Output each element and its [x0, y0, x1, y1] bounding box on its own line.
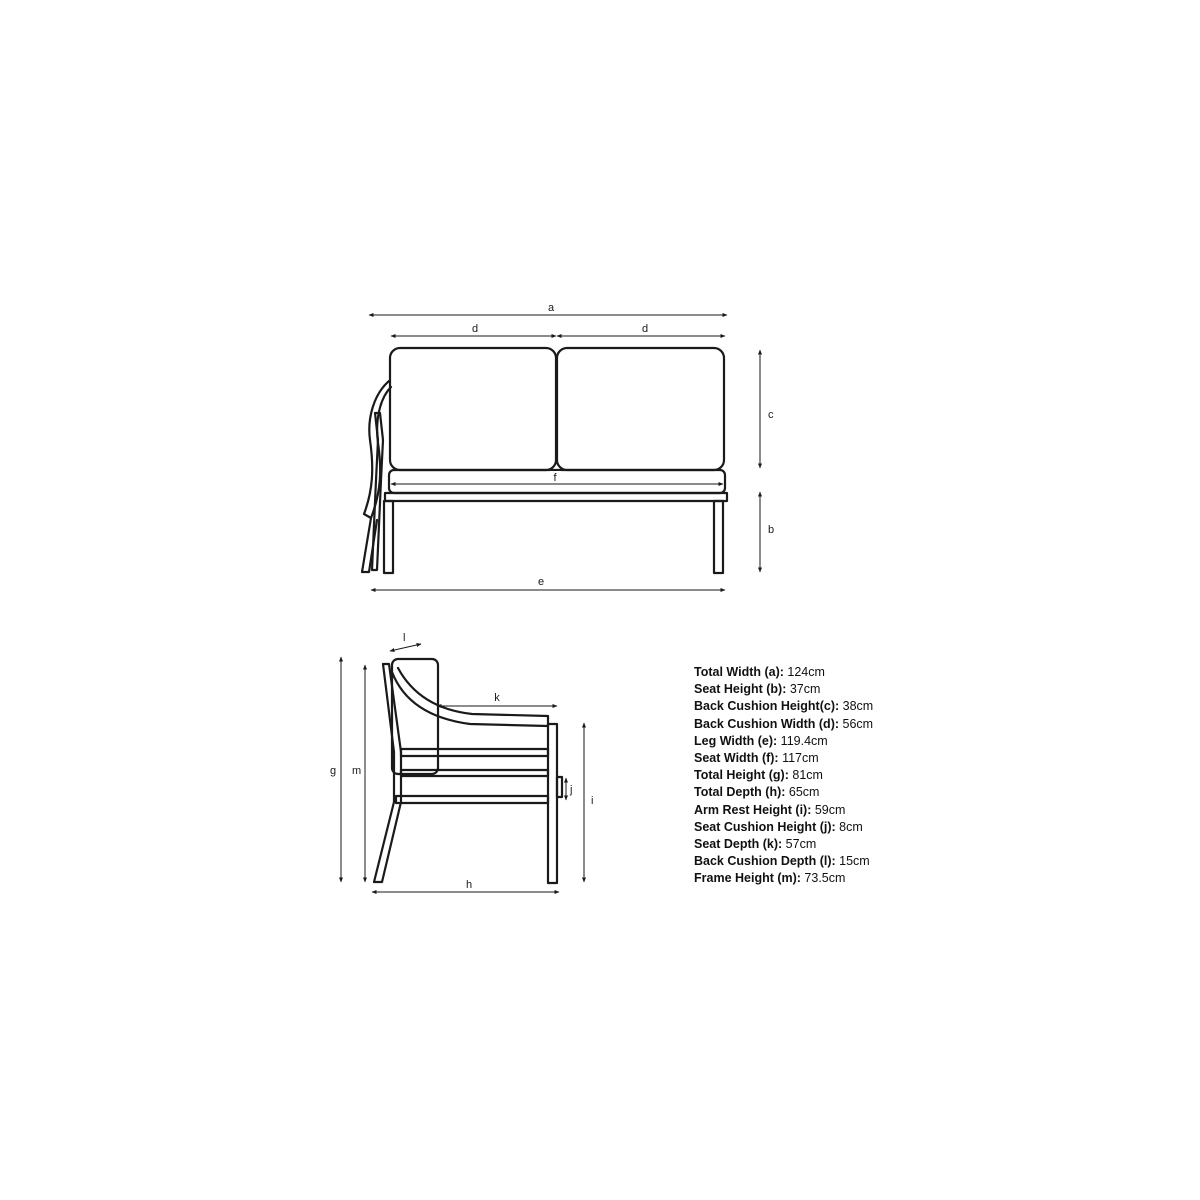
spec-label: Seat Depth (k): — [694, 837, 783, 852]
spec-seat-height — [694, 681, 873, 698]
spec-leg-width — [694, 733, 873, 750]
spec-label: Frame Height (m): — [694, 871, 801, 886]
dim-label-d-right: d — [641, 323, 649, 335]
dim-label-a: a — [547, 302, 555, 314]
side-view — [330, 632, 593, 892]
spec-arm-rest-height — [694, 802, 873, 819]
side-seat-cushion-end — [557, 777, 562, 797]
spec-seat-cushion-height — [694, 819, 873, 836]
front-leg-left — [384, 501, 393, 573]
dim-label-c: c — [768, 409, 774, 421]
front-view — [362, 302, 774, 590]
spec-value: 37cm — [786, 682, 821, 697]
side-front-post — [548, 724, 557, 883]
spec-label: Seat Cushion Height (j): — [694, 819, 836, 834]
spec-value: 65cm — [785, 785, 820, 800]
dim-label-k: k — [494, 692, 500, 704]
spec-seat-width — [694, 750, 873, 767]
spec-back-cushion-depth — [694, 853, 873, 870]
spec-label: Total Width (a): — [694, 665, 784, 679]
spec-value: 57cm — [782, 837, 817, 852]
dim-label-l: l — [403, 632, 406, 644]
spec-label: Arm Rest Height (i): — [694, 802, 812, 817]
spec-seat-depth — [694, 836, 873, 853]
dim-label-h: h — [465, 879, 473, 891]
dim-label-i: i — [591, 795, 594, 807]
dim-label-j: j — [570, 784, 573, 796]
spec-value: 117cm — [778, 751, 819, 766]
spec-label: Back Cushion Height(c): — [694, 699, 840, 714]
front-leg-right — [714, 501, 723, 573]
spec-back-cushion-height — [694, 698, 873, 715]
spec-value: 56cm — [839, 716, 874, 731]
dim-label-m: m — [352, 765, 362, 777]
dim-label-g: g — [330, 765, 337, 777]
dim-label-e: e — [537, 576, 545, 588]
spec-value: 73.5cm — [800, 871, 846, 886]
side-arm — [392, 668, 548, 726]
spec-value: 124cm — [783, 665, 825, 679]
seat-frame-rail — [385, 493, 727, 501]
dim-label-b: b — [768, 524, 775, 536]
dim-label-d-left: d — [471, 323, 479, 335]
spec-value: 8cm — [835, 819, 863, 834]
spec-label: Leg Width (e): — [694, 733, 778, 748]
spec-total-depth — [694, 784, 873, 801]
dimension-spec-list — [694, 664, 873, 888]
spec-total-height — [694, 767, 873, 784]
spec-label: Seat Width (f): — [694, 751, 779, 766]
spec-frame-height — [694, 870, 873, 887]
spec-value: 59cm — [811, 802, 846, 817]
spec-label: Back Cushion Width (d): — [694, 716, 840, 731]
spec-label: Total Depth (h): — [694, 785, 786, 800]
spec-label: Seat Height (b): — [694, 682, 787, 697]
side-rail-upper — [401, 749, 548, 756]
spec-value: 81cm — [788, 768, 823, 783]
dim-line-l — [390, 644, 421, 651]
spec-value: 119.4cm — [777, 733, 828, 748]
spec-back-cushion-width — [694, 716, 873, 733]
back-cushion-left — [390, 348, 556, 470]
dim-label-f: f — [553, 472, 557, 484]
spec-value: 15cm — [835, 854, 870, 869]
spec-label: Back Cushion Depth (l): — [694, 854, 836, 869]
spec-total-width — [694, 664, 873, 681]
back-cushion-right — [557, 348, 724, 470]
spec-label: Total Height (g): — [694, 768, 789, 783]
spec-value: 38cm — [839, 699, 874, 714]
side-rail-lower — [396, 796, 548, 803]
